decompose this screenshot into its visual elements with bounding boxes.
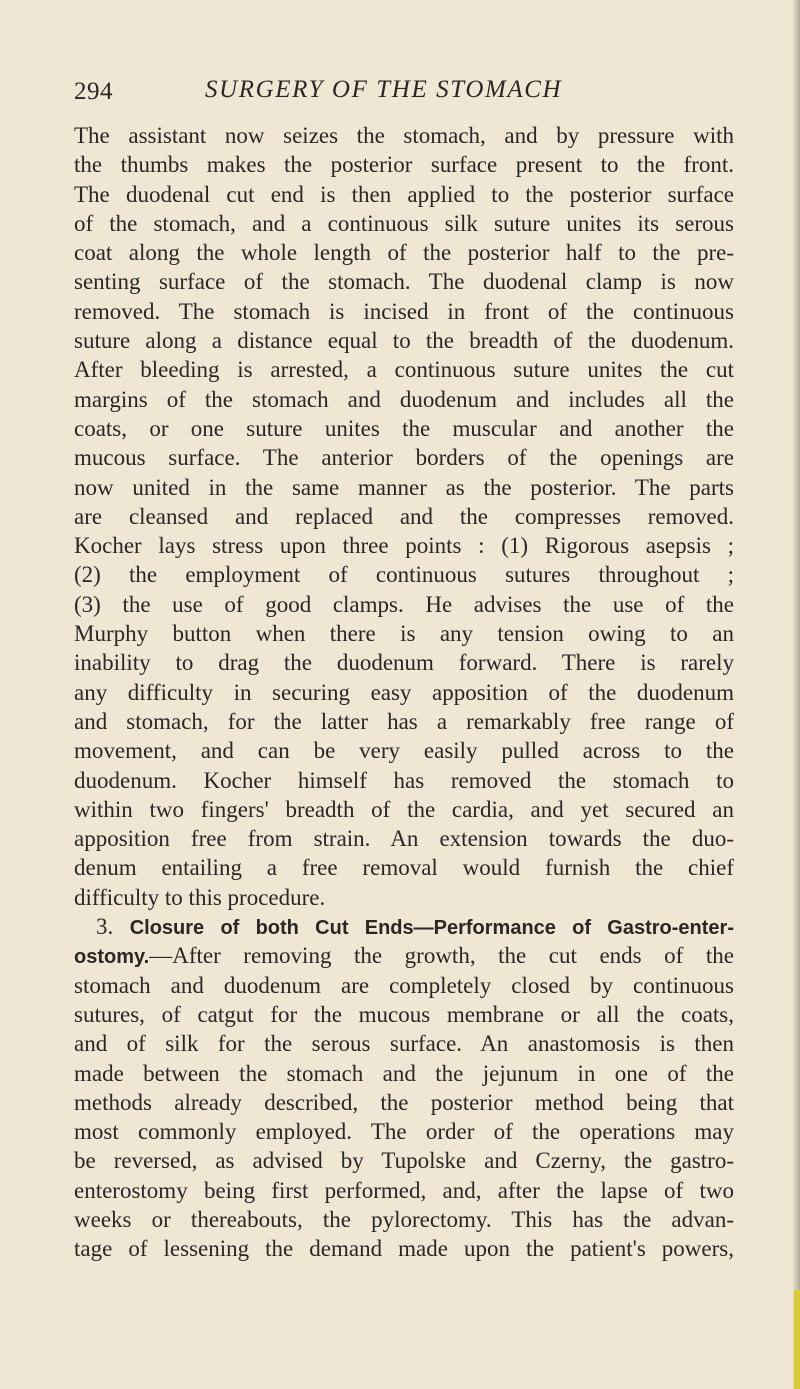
text-line: made between the stomach and the jejunum in one of the bbox=[74, 1060, 734, 1086]
text-line: suture along a distance equal to the breadth of the duodenum. bbox=[74, 328, 734, 354]
section-heading-line bbox=[74, 912, 734, 941]
text-line: weeks or thereabouts, the pylorectomy. This has the advan- bbox=[74, 1206, 734, 1232]
text-line: any difficulty in securing easy apposition of the duodenum bbox=[74, 679, 734, 705]
text-line: be reversed, as advised by Tupolske and Czerny, the gastro- bbox=[74, 1148, 734, 1174]
text-line: and stomach, for the latter has a remarkably free range of bbox=[74, 708, 734, 734]
text-line: senting surface of the stomach. The duodenal clamp is now bbox=[74, 269, 734, 295]
text-line: and of silk for the serous surface. An anastomosis is then bbox=[74, 1031, 734, 1057]
body-text bbox=[74, 121, 734, 1264]
section-heading: Closure of both Cut Ends—Performance of Gastro-enter- bbox=[129, 917, 734, 940]
page-edge-tab bbox=[794, 1290, 800, 1389]
text-line: are cleansed and replaced and the compresses removed. bbox=[74, 503, 734, 529]
text-line: (3) the use of good clamps. He advises the use of the bbox=[74, 591, 734, 617]
page-number: 294 bbox=[74, 78, 113, 105]
text-line: inability to drag the duodenum forward. There is rarely bbox=[74, 650, 734, 676]
text-line: enterostomy being first performed, and, after the lapse of two bbox=[74, 1177, 734, 1203]
section-number: 3. bbox=[96, 914, 114, 940]
text-line: coats, or one suture unites the muscular and another the bbox=[74, 415, 734, 441]
text-line: Murphy button when there is any tension owing to an bbox=[74, 621, 734, 647]
section-first-line-text: —After removing the growth, the cut ends of the bbox=[149, 943, 734, 969]
text-line: coat along the whole length of the posterior half to the pre- bbox=[74, 240, 734, 266]
text-line: methods already described, the posterior method being that bbox=[74, 1089, 734, 1115]
text-line: the thumbs makes the posterior surface present to the front. bbox=[74, 152, 734, 178]
running-head: SURGERY OF THE STOMACH bbox=[205, 76, 563, 103]
section-heading-continued: ostomy. bbox=[74, 946, 150, 969]
section-heading-line bbox=[74, 941, 734, 970]
page-header bbox=[74, 76, 594, 112]
text-line: now united in the same manner as the posterior. The parts bbox=[74, 474, 734, 500]
text-line: tage of lessening the demand made upon the patient's powers, bbox=[74, 1236, 734, 1262]
text-line: within two fingers' breadth of the cardia, and yet secured an bbox=[74, 796, 734, 822]
text-line: The duodenal cut end is then applied to the posterior surface bbox=[74, 181, 734, 207]
page-edge-shadow bbox=[792, 0, 800, 1389]
text-line: apposition free from strain. An extension towards the duo- bbox=[74, 826, 734, 852]
text-line: most commonly employed. The order of the operations may bbox=[74, 1119, 734, 1145]
text-line: stomach and duodenum are completely closed by continuous bbox=[74, 972, 734, 998]
text-line: mucous surface. The anterior borders of the openings are bbox=[74, 445, 734, 471]
text-line: removed. The stomach is incised in front of the continuous bbox=[74, 298, 734, 324]
text-line: Kocher lays stress upon three points : (1) Rigorous asepsis ; bbox=[74, 533, 734, 559]
text-line: denum entailing a free removal would furnish the chief bbox=[74, 855, 734, 881]
text-line: duodenum. Kocher himself has removed the stomach to bbox=[74, 767, 734, 793]
text-line: difficulty to this procedure. bbox=[74, 884, 326, 910]
text-line: movement, and can be very easily pulled across to the bbox=[74, 738, 734, 764]
text-line: sutures, of catgut for the mucous membrane or all the coats, bbox=[74, 1001, 734, 1027]
text-line: The assistant now seizes the stomach, and by pressure with bbox=[74, 123, 734, 148]
text-line: of the stomach, and a continuous silk suture unites its serous bbox=[74, 210, 734, 236]
text-line: margins of the stomach and duodenum and includes all the bbox=[74, 386, 734, 412]
text-line: (2) the employment of continuous sutures throughout ; bbox=[74, 562, 734, 588]
text-line: After bleeding is arrested, a continuous suture unites the cut bbox=[74, 357, 734, 383]
